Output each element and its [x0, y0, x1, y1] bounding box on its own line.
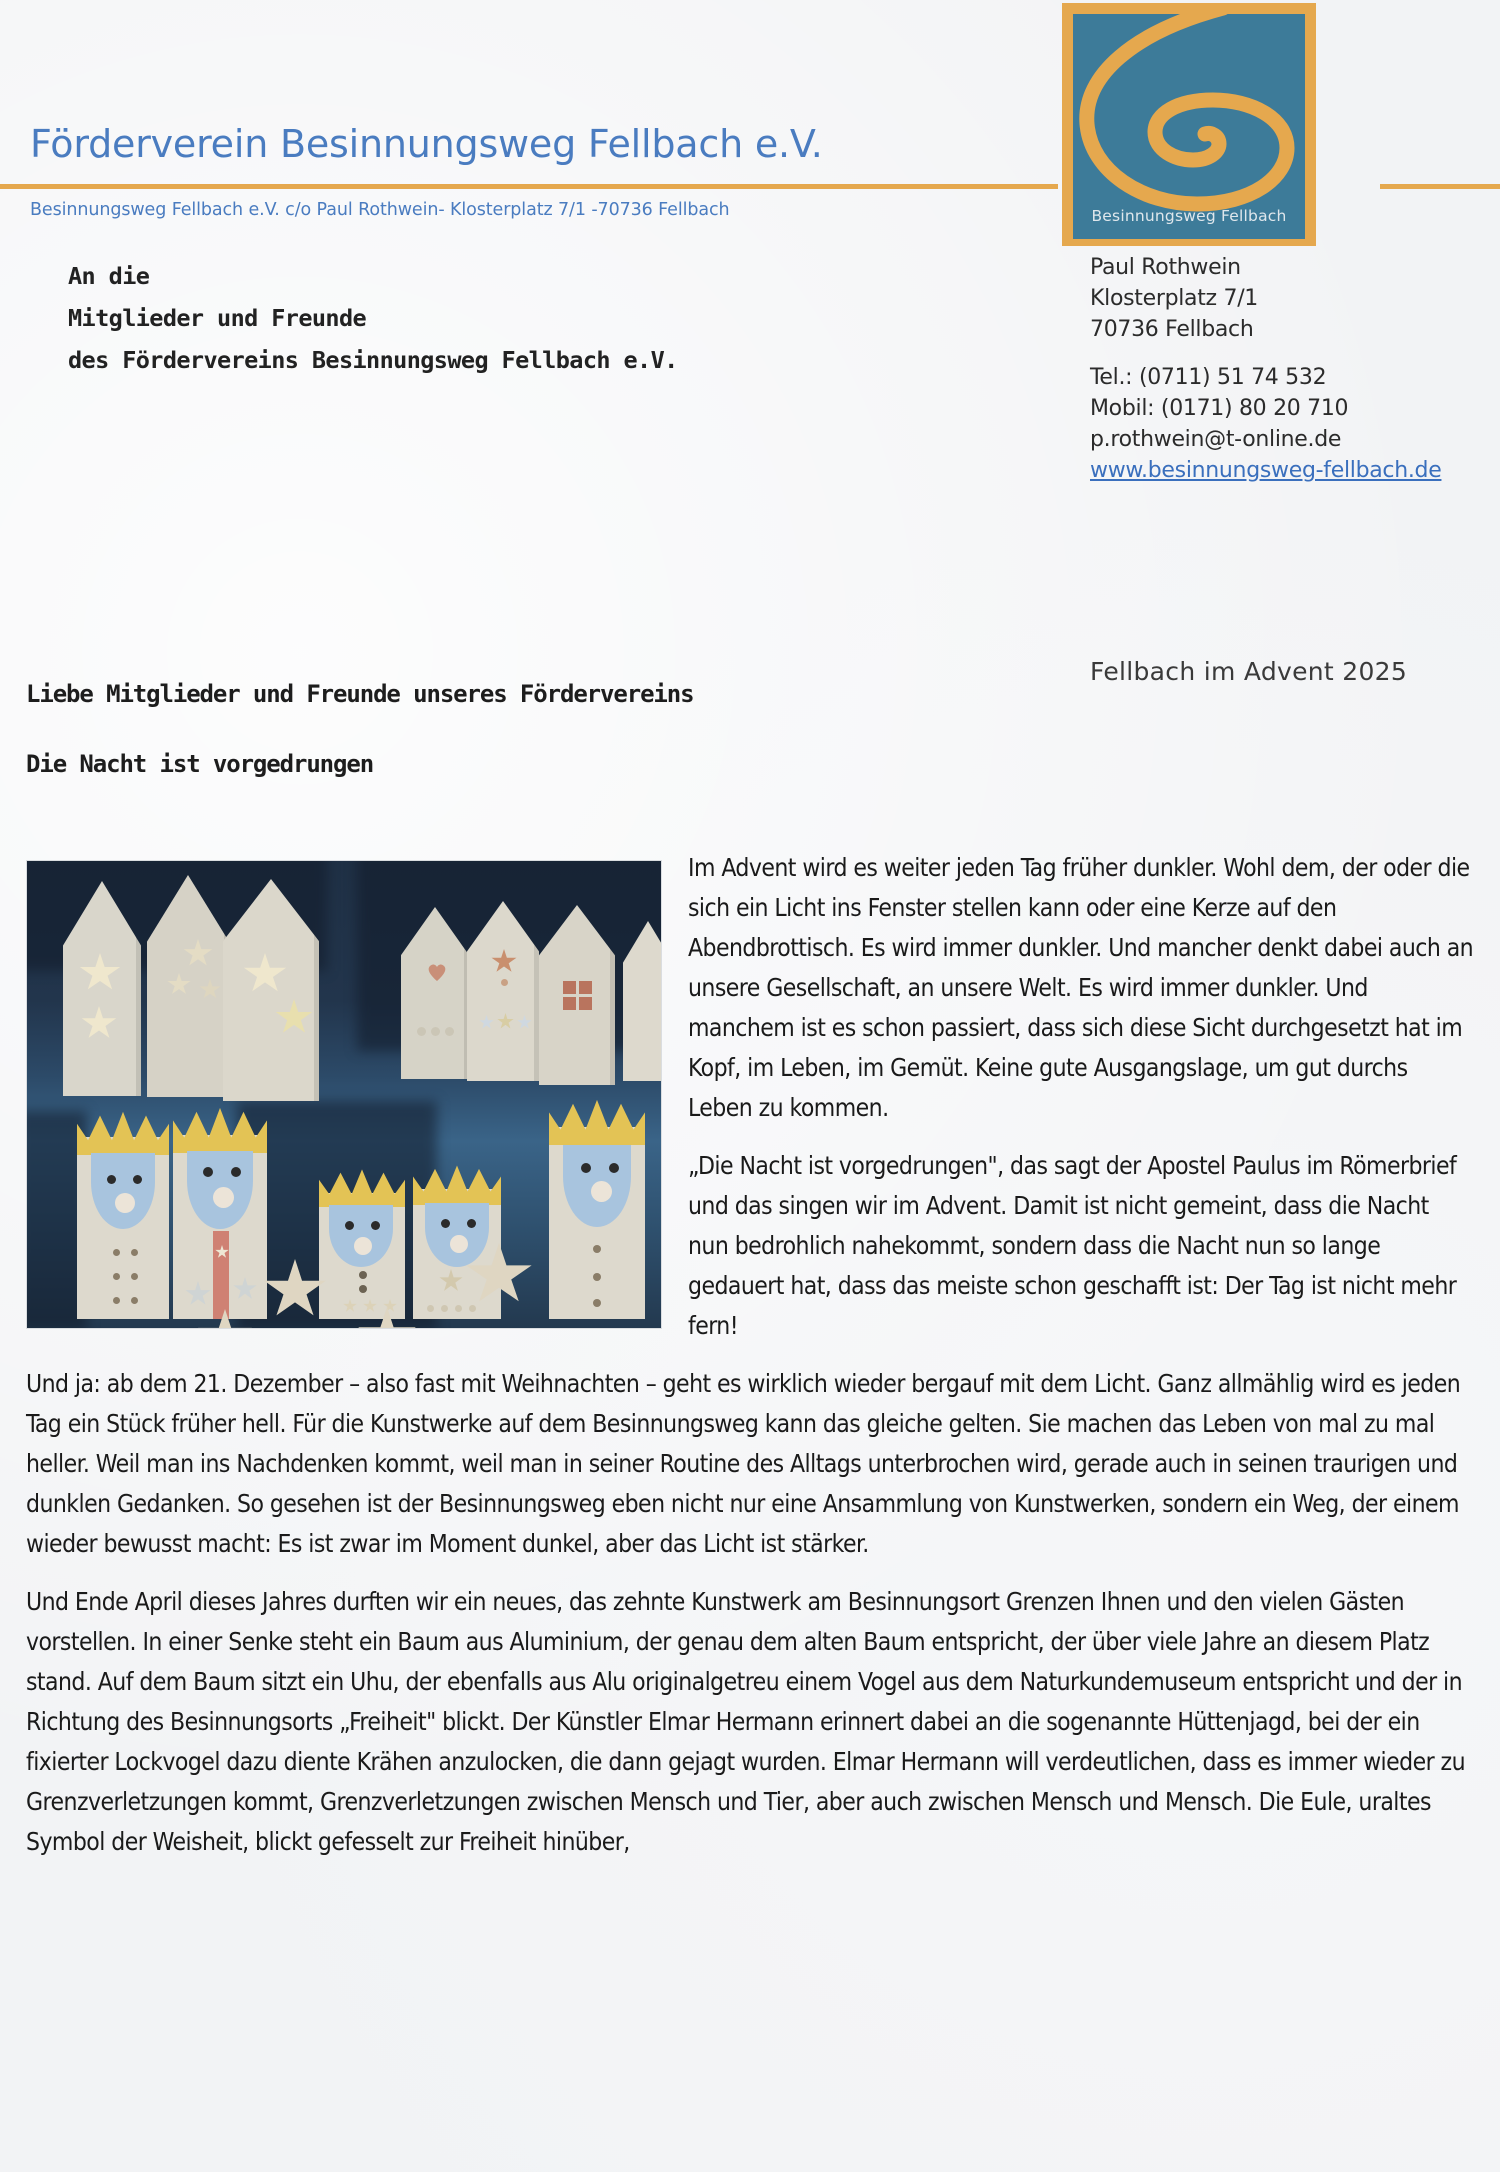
king-figure-2 — [173, 1105, 267, 1319]
dot-shape — [445, 1027, 454, 1036]
body-paragraph: „Die Nacht ist vorgedrungen", das sagt der Apostel Paulus im Römerbrief und das singen wir im Advent. Damit ist nicht gemeint, dass die Nacht nun bedrohlich nahekommt, sondern dass die Nacht nun so lange gedauert hat, dass das meiste schon geschafft ist: Der Tag ist nicht mehr fern! — [688, 1151, 1457, 1340]
nose-shape — [450, 1235, 468, 1253]
nose-shape — [213, 1187, 234, 1208]
salutation: Liebe Mitglieder und Freunde unseres Fördervereins — [26, 680, 694, 708]
eye-dot — [371, 1221, 380, 1230]
king-figure-1 — [77, 1109, 169, 1319]
window-pane — [563, 997, 576, 1010]
dot-shape — [593, 1299, 601, 1307]
star-shape — [199, 979, 221, 1000]
robe-stripe — [213, 1231, 229, 1319]
contact-spacer — [1090, 345, 1441, 362]
contact-email: p.rothwein@t-online.de — [1090, 427, 1342, 452]
dot-shape — [427, 1305, 434, 1312]
king-figure-4 — [413, 1163, 501, 1319]
body-paragraph: Und Ende April dieses Jahres durften wir ein neues, das zehnte Kunstwerk am Besinnungsort Grenzen Ihnen und den vielen Gästen vorstellen. In einer Senke steht ein Baum aus Aluminium, der genau dem alten Baum entspricht, der über viele Jahre an diesem Platz stand. Auf dem Baum sitzt ein Uhu, der ebenfalls aus Alu originalgetreu einem Vogel aus dem Naturkundemuseum entspricht und der in Richtung des Besinnungsorts „Freiheit" blickt. Der Künstler Elmar Hermann erinnert dabei an die sogenannte Hüttenjagd, bei der ein fixierter Lockvogel dazu diente Krähen anzulocken, die dann gejagt wurden. Elmar Hermann will verdeutlichen, dass es immer wieder zu Grenzverletzungen kommt, Grenzverletzungen zwischen Mensch und Tier, aber auch zwischen Mensch und Mensch. Die Eule, uraltes Symbol der Weisheit, blickt gefesselt zur Freiheit hinüber, — [26, 1587, 1465, 1856]
crown-shape — [173, 1105, 267, 1153]
contact-mobile: Mobil: (0171) 80 20 710 — [1090, 396, 1349, 421]
window-pane — [563, 981, 576, 994]
body-paragraph: Und ja: ab dem 21. Dezember – also fast mit Weihnachten – geht es wirklich wieder bergauf mit dem Licht. Ganz allmählig wird es jeden Tag ein Stück früher hell. Für die Kunstwerke auf dem Besinnungsweg kann das gleiche gelten. Sie machen das Leben von mal zu mal heller. Weil man ins Nachdenken kommt, weil man in seiner Routine des Alltags unterbrochen wird, gerade auch in seinen traurigen und dunklen Gedanken. So gesehen ist der Besinnungsweg eben nicht nur eine Ansammlung von Kunstwerken, sondern ein Weg, der einem wieder bewusst macht: Es ist zwar im Moment dunkel, aber das Licht ist stärker. — [26, 1369, 1461, 1558]
contact-street: Klosterplatz 7/1 — [1090, 286, 1258, 311]
recipient-address-block — [68, 255, 678, 381]
organization-title: Förderverein Besinnungsweg Fellbach e.V. — [30, 122, 823, 166]
dot-shape — [113, 1273, 120, 1280]
eye-dot — [107, 1175, 116, 1184]
eye-dot — [231, 1167, 241, 1177]
header-rule-right — [1380, 184, 1500, 189]
wooden-figures-photo — [26, 860, 662, 1329]
crown-shape — [77, 1109, 169, 1155]
dot-shape — [593, 1273, 601, 1281]
window-pane — [579, 997, 592, 1010]
eye-dot — [345, 1221, 354, 1230]
eye-dot — [133, 1175, 142, 1184]
dot-shape — [417, 1027, 426, 1036]
dot-shape — [441, 1305, 448, 1312]
crown-shape — [413, 1163, 501, 1205]
eye-dot — [581, 1163, 591, 1173]
spiral-logo-icon — [1073, 14, 1305, 239]
dot-shape — [113, 1249, 120, 1256]
dot-shape — [131, 1273, 138, 1280]
contact-block — [1090, 252, 1441, 486]
header-rule-left — [0, 184, 1058, 189]
star-shape — [243, 953, 287, 995]
king-figure-3 — [319, 1167, 405, 1319]
eye-dot — [609, 1163, 619, 1173]
crown-shape — [549, 1097, 645, 1145]
dot-shape — [431, 1027, 440, 1036]
dot-shape — [131, 1249, 138, 1256]
logo-frame — [1062, 3, 1316, 246]
star-shape — [79, 953, 121, 993]
recipient-line-1: An die — [68, 262, 150, 290]
dot-shape — [593, 1245, 601, 1253]
star-shape — [491, 949, 517, 974]
logo-inner-panel — [1073, 14, 1305, 239]
window-pane — [579, 981, 592, 994]
nose-shape — [115, 1193, 135, 1213]
star-shape — [497, 1013, 514, 1030]
star-shape — [167, 973, 191, 996]
dot-shape — [359, 1271, 367, 1279]
letter-body — [26, 848, 1474, 1880]
logo-caption: Besinnungsweg Fellbach — [1091, 207, 1287, 225]
dot-shape — [501, 979, 508, 986]
body-paragraph: Im Advent wird es weiter jeden Tag früher dunkler. Wohl dem, der oder die sich ein Licht ins Fenster stellen kann oder eine Kerze auf den Abendbrottisch. Es wird immer dunkler. Und mancher denkt dabei auch an unsere Gesellschaft, an unsere Welt. Es wird immer dunkler. Und manchem ist es schon passiert, dass sich diese Sicht durchgesetzt hat im Kopf, im Leben, im Gemüt. Keine gute Ausgangslage, um gut durchs Leben zu kommen. — [688, 853, 1474, 1122]
eye-dot — [203, 1167, 213, 1177]
contact-city: 70736 Fellbach — [1090, 317, 1254, 342]
star-shape — [183, 939, 213, 968]
king-figure-5 — [549, 1097, 645, 1319]
recipient-line-3: des Fördervereins Besinnungsweg Fellbach e.V. — [68, 346, 678, 374]
dot-shape — [131, 1297, 138, 1304]
contact-phone: Tel.: (0711) 51 74 532 — [1090, 365, 1327, 390]
dot-shape — [359, 1285, 367, 1293]
nose-shape — [591, 1181, 612, 1202]
sender-return-address: Besinnungsweg Fellbach e.V. c/o Paul Rothwein- Klosterplatz 7/1 -70736 Fellbach — [30, 200, 730, 220]
eye-dot — [467, 1219, 476, 1228]
heart-icon — [427, 963, 447, 983]
date-line: Fellbach im Advent 2025 — [1090, 657, 1408, 686]
letter-subheading: Die Nacht ist vorgedrungen — [26, 750, 374, 778]
nose-shape — [354, 1237, 372, 1255]
dot-shape — [455, 1305, 462, 1312]
crown-shape — [319, 1167, 405, 1207]
star-shape — [275, 999, 313, 1036]
star-shape — [479, 1015, 494, 1030]
star-shape — [81, 1006, 117, 1041]
star-shape — [517, 1015, 532, 1030]
contact-name: Paul Rothwein — [1090, 255, 1241, 280]
dot-shape — [469, 1305, 476, 1312]
dot-shape — [113, 1297, 120, 1304]
photo-float-wrapper — [26, 860, 662, 1329]
recipient-line-2: Mitglieder und Freunde — [68, 304, 367, 332]
eye-dot — [441, 1219, 450, 1228]
website-link[interactable]: www.besinnungsweg-fellbach.de — [1090, 458, 1442, 483]
